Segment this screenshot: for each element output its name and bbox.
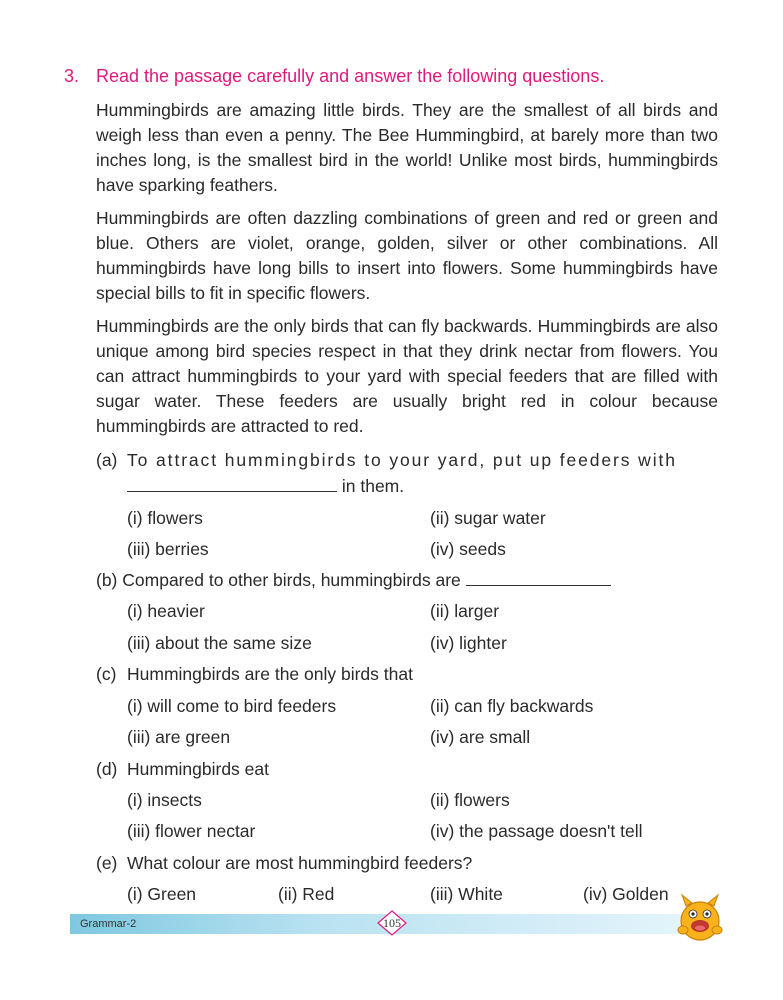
page-number: 105 <box>383 916 401 930</box>
option-c-ii: (ii) can fly backwards <box>430 696 594 716</box>
question-a-text: To attract hummingbirds to your yard, put up feeders with <box>127 450 677 470</box>
option-c-iv: (iv) are small <box>430 727 531 747</box>
question-a-line2 <box>127 476 404 497</box>
option-b-ii: (ii) larger <box>430 601 500 621</box>
option-d-ii: (ii) flowers <box>430 790 510 810</box>
option-a-iii: (iii) berries <box>127 539 209 559</box>
option-e-i: (i) Green <box>127 884 197 904</box>
passage-paragraph-2: Hummingbirds are often dazzling combinations of green and red or green and blue. Others are violet, orange, golden, silver or other combinations. All hummingbirds have long bills to insert into flowers. Some hummingbirds have special bills to fit in specific flowers. <box>96 208 718 303</box>
question-c-label: (c) <box>96 664 117 684</box>
option-a-iv: (iv) seeds <box>430 539 506 559</box>
mascot-icon <box>674 892 726 944</box>
option-e-iii: (iii) White <box>430 884 503 904</box>
question-e-text: What colour are most hummingbird feeders? <box>127 853 473 873</box>
footer-book-title: Grammar-2 <box>80 918 137 930</box>
option-c-i: (i) will come to bird feeders <box>127 696 337 716</box>
option-d-iii: (iii) flower nectar <box>127 821 256 841</box>
question-number: 3. <box>64 66 80 86</box>
option-b-iv: (iv) lighter <box>430 633 507 653</box>
passage-paragraph-3: Hummingbirds are the only birds that can fly backwards. Hummingbirds are also unique among bird species respect in that they drink nectar from flowers. You can attract hummingbirds to your yard with special feeders that are filled with sugar water. These feeders are usually bright red in colour because hummingbirds are attracted to red. <box>96 316 718 436</box>
option-d-iv: (iv) the passage doesn't tell <box>430 821 643 841</box>
option-b-iii: (iii) about the same size <box>127 633 312 653</box>
question-c-text: Hummingbirds are the only birds that <box>127 664 413 684</box>
question-b-label: (b) <box>96 570 118 590</box>
question-b-text: Compared to other birds, hummingbirds are <box>122 570 461 590</box>
option-e-iv: (iv) Golden <box>583 884 669 904</box>
answer-blank[interactable] <box>466 571 611 586</box>
option-c-iii: (iii) are green <box>127 727 231 747</box>
option-e-ii: (ii) Red <box>278 884 335 904</box>
question-e-label: (e) <box>96 853 118 873</box>
question-d-label: (d) <box>96 759 118 779</box>
option-b-i: (i) heavier <box>127 601 205 621</box>
question-d-text: Hummingbirds eat <box>127 759 269 779</box>
option-a-i: (i) flowers <box>127 508 203 528</box>
question-b <box>96 570 611 591</box>
question-a-label: (a) <box>96 450 118 470</box>
answer-blank[interactable] <box>127 477 337 492</box>
option-a-ii: (ii) sugar water <box>430 508 546 528</box>
option-d-i: (i) insects <box>127 790 202 810</box>
question-a-text-end: in them. <box>341 476 405 496</box>
question-instruction: Read the passage carefully and answer the following questions. <box>96 66 605 86</box>
passage-paragraph-1: Hummingbirds are amazing little birds. They are the smallest of all birds and weigh less than even a penny. The Bee Hummingbird, at barely more than two inches long, is the smallest bird in the world! Unlike most birds, hummingbirds have sparking feathers. <box>96 100 718 195</box>
